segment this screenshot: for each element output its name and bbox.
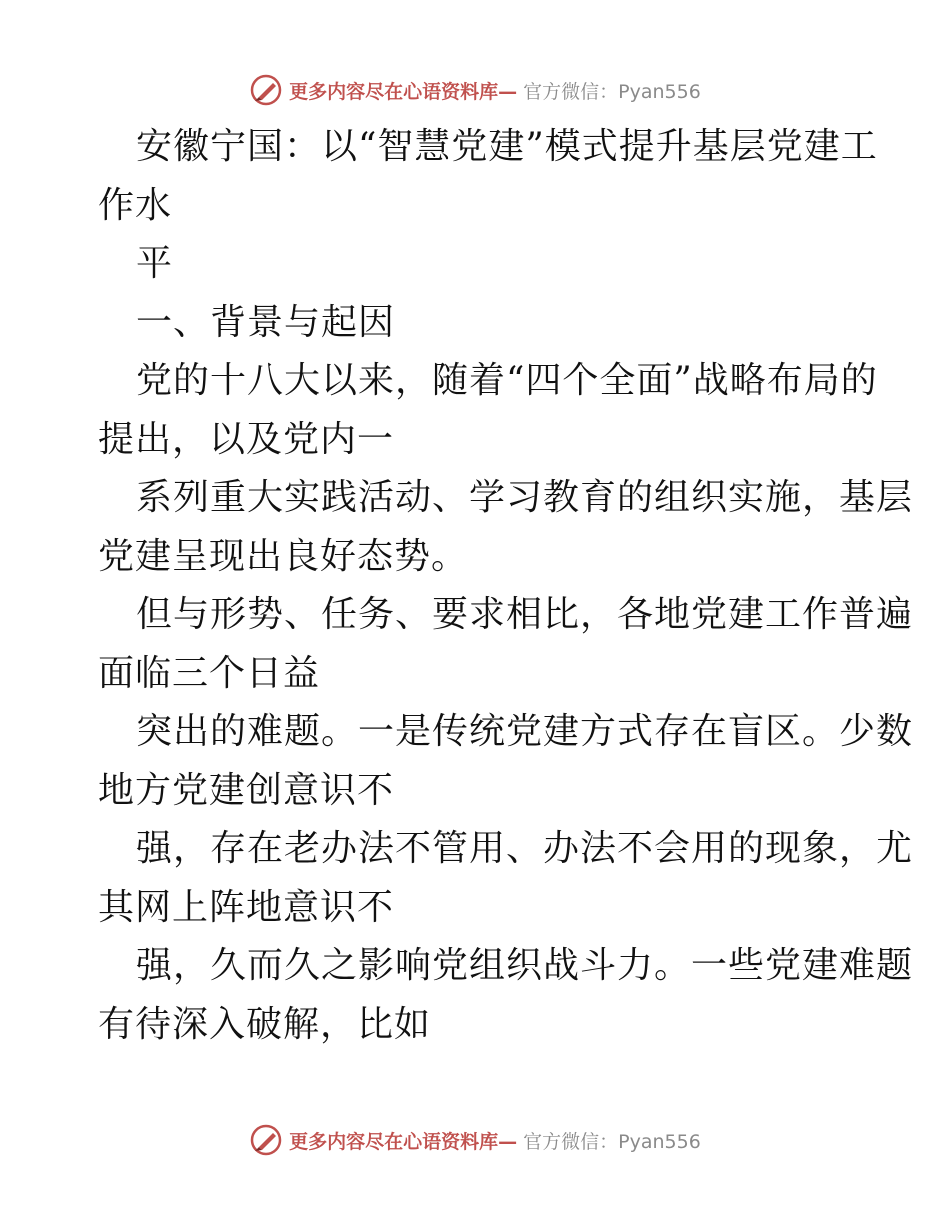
section-heading: 一、背景与起因: [136, 301, 396, 343]
paragraph-line: 但与形势、任务、要求相比，各地党建工作普遍: [136, 594, 914, 635]
paragraph-line: 强，存在老办法不管用、办法不会用的现象，尤: [136, 828, 914, 869]
paragraph-line: 其网上阵地意识不: [98, 886, 395, 928]
footer-banner: [0, 1120, 950, 1160]
header-banner: [0, 70, 950, 110]
paragraph-line: 面临三个日益: [98, 652, 321, 694]
paragraph-line: 党建呈现出良好态势。: [98, 535, 469, 577]
paragraph-line: 提出，以及党内一: [98, 418, 395, 460]
footer-wechat: 官方微信：Pyan556: [523, 1130, 701, 1153]
document-title-line-3: 平: [136, 243, 174, 284]
header-wechat: 官方微信：Pyan556: [523, 80, 701, 103]
document-body: [98, 118, 914, 1054]
document-title-line-1: 安徽宁国：以“智慧党建”模式提升基层党建工: [136, 126, 878, 167]
header-text: 更多内容尽在心语资料库—: [289, 80, 518, 103]
paragraph-line: 突出的难题。一是传统党建方式存在盲区。少数: [136, 711, 914, 752]
pen-circle-logo-icon: [249, 73, 283, 107]
footer-text: 更多内容尽在心语资料库—: [289, 1130, 518, 1153]
paragraph-line: 系列重大实践活动、学习教育的组织实施，基层: [136, 477, 914, 518]
paragraph-line: 地方党建创意识不: [98, 769, 395, 811]
pen-circle-logo-icon: [249, 1123, 283, 1157]
paragraph-line: 有待深入破解，比如: [98, 1003, 432, 1045]
paragraph-line: 强，久而久之影响党组织战斗力。一些党建难题: [136, 945, 914, 986]
document-title-line-2: 作水: [98, 184, 173, 226]
paragraph-line: 党的十八大以来，随着“四个全面”战略布局的: [136, 360, 878, 401]
